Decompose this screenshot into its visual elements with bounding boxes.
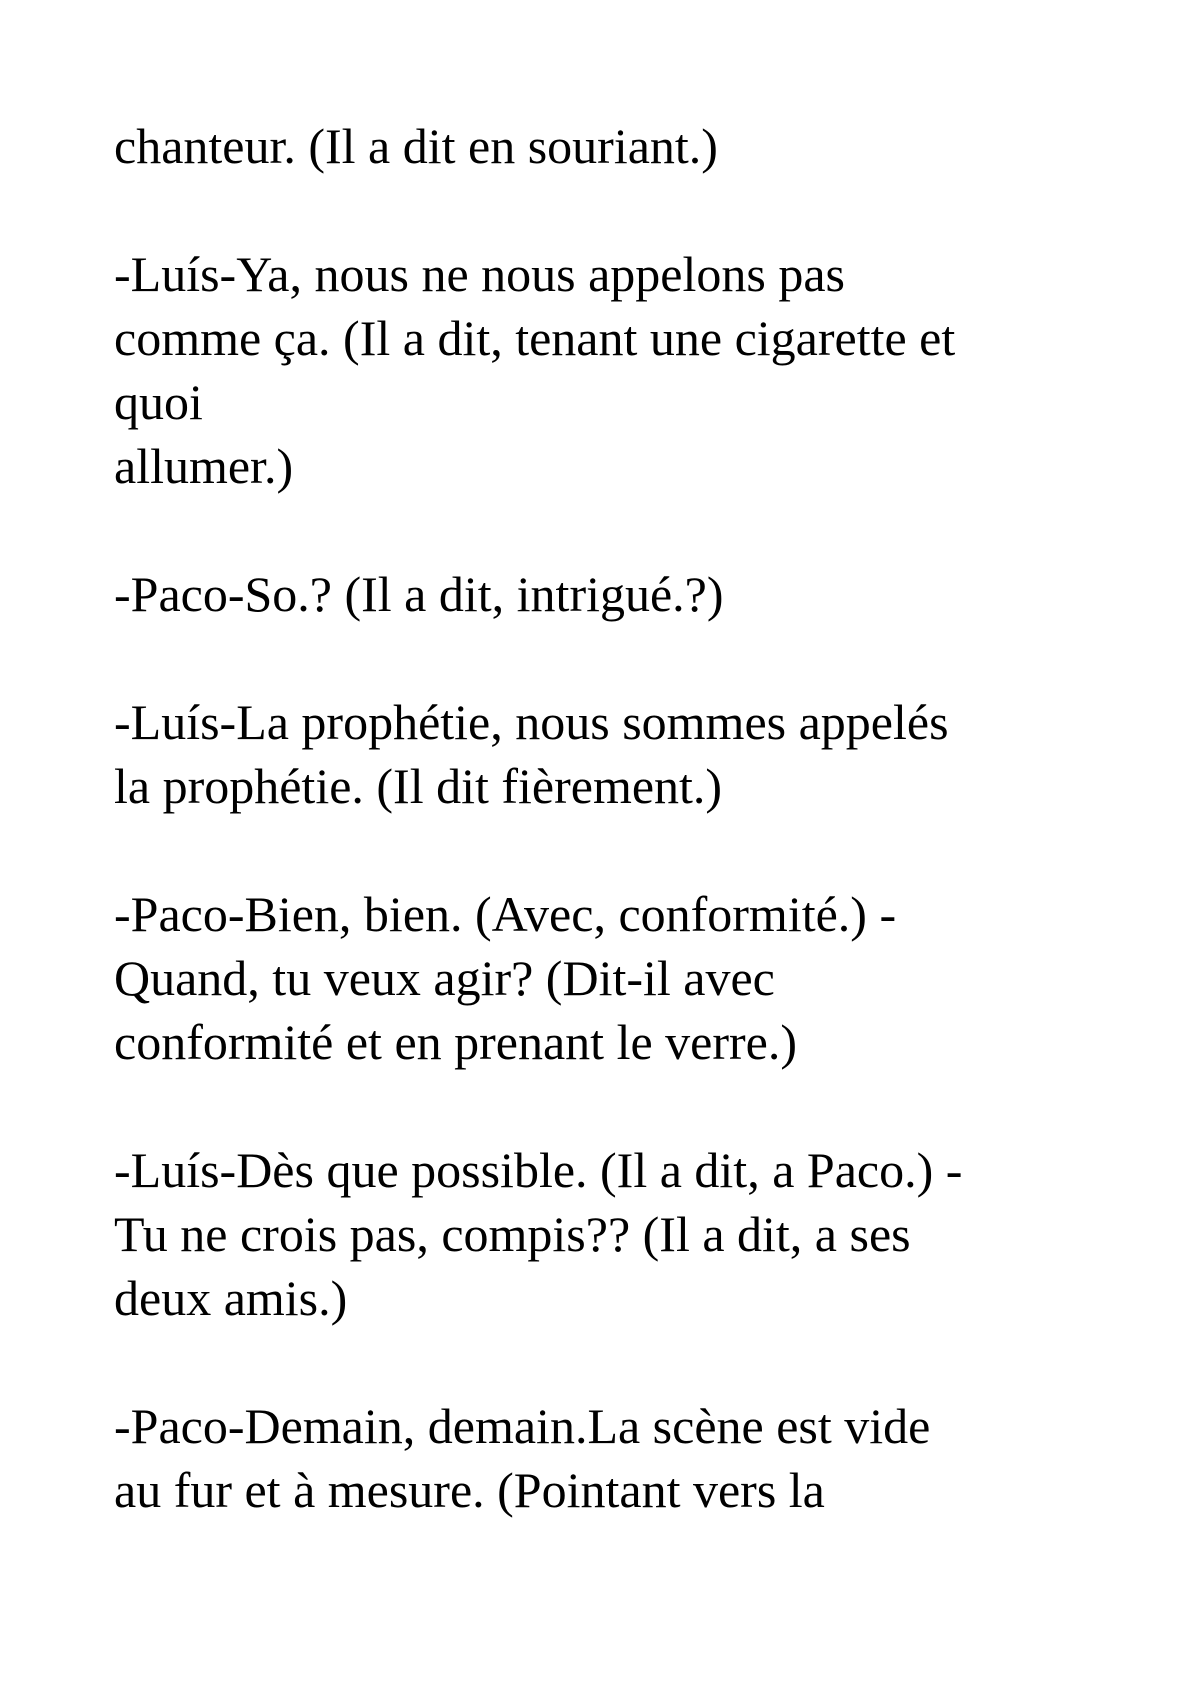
paragraph-gap [114, 498, 1114, 562]
paragraph [114, 690, 1114, 818]
text-line: -Paco-So.? (Il a dit, intrigué.?) [114, 566, 724, 622]
paragraph [114, 562, 1114, 626]
paragraph-gap [114, 178, 1114, 242]
text-line: -Luís-Dès que possible. (Il a dit, a Paco.) - [114, 1142, 963, 1198]
paragraph-gap [114, 1330, 1114, 1394]
paragraph [114, 114, 1114, 178]
text-line: allumer.) [114, 438, 294, 494]
paragraph [114, 1394, 1114, 1522]
text-line: -Paco-Bien, bien. (Avec, conformité.) - [114, 886, 897, 942]
text-line: comme ça. (Il a dit, tenant une cigarette et [114, 310, 956, 366]
paragraph [114, 1138, 1114, 1330]
paragraph-gap [114, 626, 1114, 690]
paragraph-gap [114, 1074, 1114, 1138]
text-line: Tu ne crois pas, compis?? (Il a dit, a ses [114, 1206, 911, 1262]
text-line: -Luís-La prophétie, nous sommes appelés [114, 694, 949, 750]
text-line: conformité et en prenant le verre.) [114, 1014, 797, 1070]
text-line: Quand, tu veux agir? (Dit-il avec [114, 950, 775, 1006]
paragraph [114, 242, 1114, 498]
text-line: quoi [114, 374, 203, 430]
text-line: -Luís-Ya, nous ne nous appelons pas [114, 246, 845, 302]
text-line: chanteur. (Il a dit en souriant.) [114, 118, 718, 174]
text-line: -Paco-Demain, demain.La scène est vide [114, 1398, 931, 1454]
text-line: au fur et à mesure. (Pointant vers la [114, 1462, 825, 1518]
paragraph-gap [114, 818, 1114, 882]
dialogue-text [114, 114, 1114, 1522]
paragraph [114, 882, 1114, 1074]
text-line: la prophétie. (Il dit fièrement.) [114, 758, 723, 814]
text-line: deux amis.) [114, 1270, 348, 1326]
